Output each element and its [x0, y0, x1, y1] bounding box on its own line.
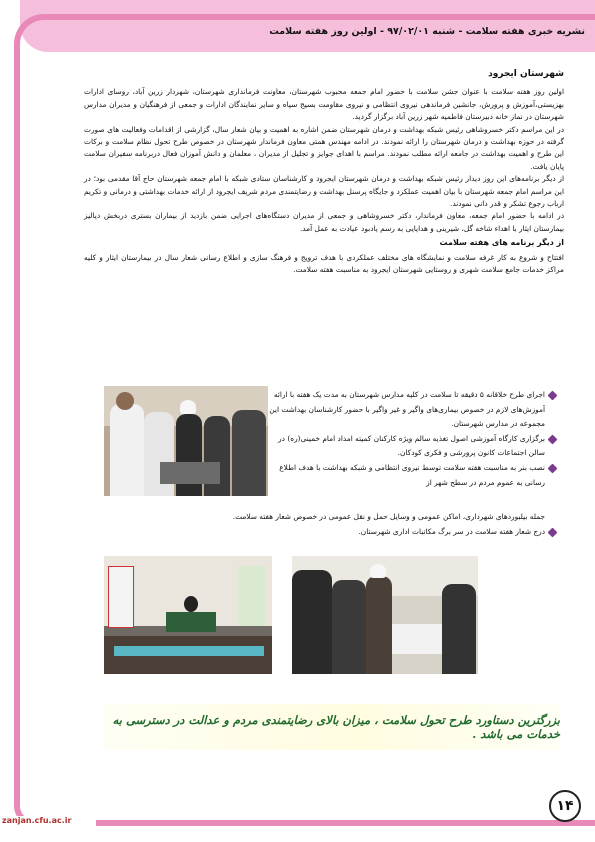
- page-number: ۱۴: [549, 790, 581, 822]
- hospital-visit-photo: [292, 556, 478, 674]
- bullet-item: نصب بنر به مناسبت هفته سلامت توسط نیروی انتظامی و شبکه بهداشت با هدف اطلاع رسانی به عموم مردم در سطح شهر از: [260, 461, 556, 490]
- paragraph-3: از دیگر برنامه‌های این روز دیدار رئیس شبکه بهداشت و درمان شهرستان ایجرود و کارشناسان ستادی شبکه با امام جمعه شهرستان حاج آقا مقدمی بود؛ در این مراسم امام جمعه شهرستان با بیان اهمیت عملکرد و جایگاه پرسنل بهداشت و رضایتمندی مردم شریف ایجرود از ارائه خدمات بهداشتی و درمانی و تکریم ارباب رجوع تشکر و قدر دانی نمودند.: [84, 174, 564, 209]
- paragraph-2: در این مراسم دکتر خسروشاهی رئیس شبکه بهداشت و درمان شهرستان ضمن اشاره به اهمیت و بیان شعار سال، گزارشی از اقدامات وفعالیت های صورت گرفته در حوزه بهداشت و درمان شهرستان را ارائه نمودند. در ادامه مهندس همتی معاون فرماندار شهرستان در خصوص طرح تحول نظام سلامت و برکات این طرح و اهمیت بهداشت در جامعه ارائه مطلب نمودند. مراسم با اهدای جوایز و تجلیل از مدیران ، معلمان و دانش آموزان فعال دربرنامه سفیران سلامت پایان یافت.: [84, 124, 564, 171]
- article-heading: شهرستان ایجرود: [488, 69, 564, 79]
- paragraph-5: افتتاح و شروع به کار غرفه سلامت و نمایشگاه های مختلف عملکردی با هدف ترویج و فرهنگ سازی و اطلاع رسانی شعار سال در بیمارستان ایثار و کلیه مراکز خدمات جامع سلامت شهری و روستایی شهرستان ایجرود به مناسبت هفته سلامت.: [84, 252, 564, 275]
- bullet-continuation: جمله بیلبوردهای شهرداری، اماکن عمومی و وسایل حمل و نقل عمومی در خصوص شعار هفته سلامت.: [232, 512, 545, 521]
- header-title: نشریه خبری هفته سلامت - شنبه ۹۷/۰۲/۰۱ - اولین روز هفته سلامت: [269, 26, 585, 37]
- site-watermark: zanjan.cfu.ac.ir: [0, 816, 96, 830]
- bullet-list-bottom: [126, 510, 556, 539]
- conference-photo: [104, 556, 272, 674]
- bullet-list-top: [260, 388, 556, 490]
- bullet-item: درج شعار هفته سلامت در سر برگ مکاتبات اداری شهرستان.: [126, 525, 556, 540]
- paragraph-4: در ادامه با حضور امام جمعه، معاون فرماندار، دکتر خسروشاهی و جمعی از مدیران دستگاه‌های اجرایی ضمن بازدید از بیماران بستری دربخش دیالیز بیمارستان ایثار با اهداء شاخه گل، شیرینی و هدایایی به رسم یادبود عیادت به عمل آمد.: [84, 211, 564, 233]
- bullet-item: برگزاری کارگاه آموزشی اصول تغذیه سالم ویژه کارکنان کمیته امداد امام خمینی(ره) در سالن اجتماعات کانون پرورشی و فکری کودکان.: [260, 432, 556, 461]
- paragraph-1: اولین روز هفته سلامت با عنوان جشن سلامت با حضور امام جمعه محبوب شهرستان، معاونت فرمانداری شهرستان، شهردار زرین آباد، روسای ادارات بهزیستی،آموزش و پرورش، جانشین فرماندهی نیروی انتظامی و نیروی مقاومت بسیج سپاه و سایر نمایندگان ادارات و جمعی از فرهنگیان و مدیران مدارس شهرستان در نماز خانه دبیرستان فاطمیه شهر زرین آباد برگزار گردید.: [84, 87, 564, 122]
- section-heading: از دیگر برنامه های هفته سلامت: [439, 238, 564, 248]
- meeting-photo: [104, 386, 268, 496]
- slogan-banner: [104, 704, 560, 750]
- slogan-text: بزرگترین دستاورد طرح تحول سلامت ، میزان بالای رضایتمندی مردم و عدالت در دسترسی به خدمات می باشد .: [112, 713, 560, 741]
- bullet-item: اجرای طرح خلاقانه ۵ دقیقه تا سلامت در کلیه مدارس شهرستان به مدت یک هفته با ارائه آموزش‌های لازم در خصوص بیماری‌های واگیر و غیر واگیر با حضور کارشناسان بهداشت این مجموعه در مدارس شهرستان.: [260, 388, 556, 432]
- article-body: [84, 68, 564, 277]
